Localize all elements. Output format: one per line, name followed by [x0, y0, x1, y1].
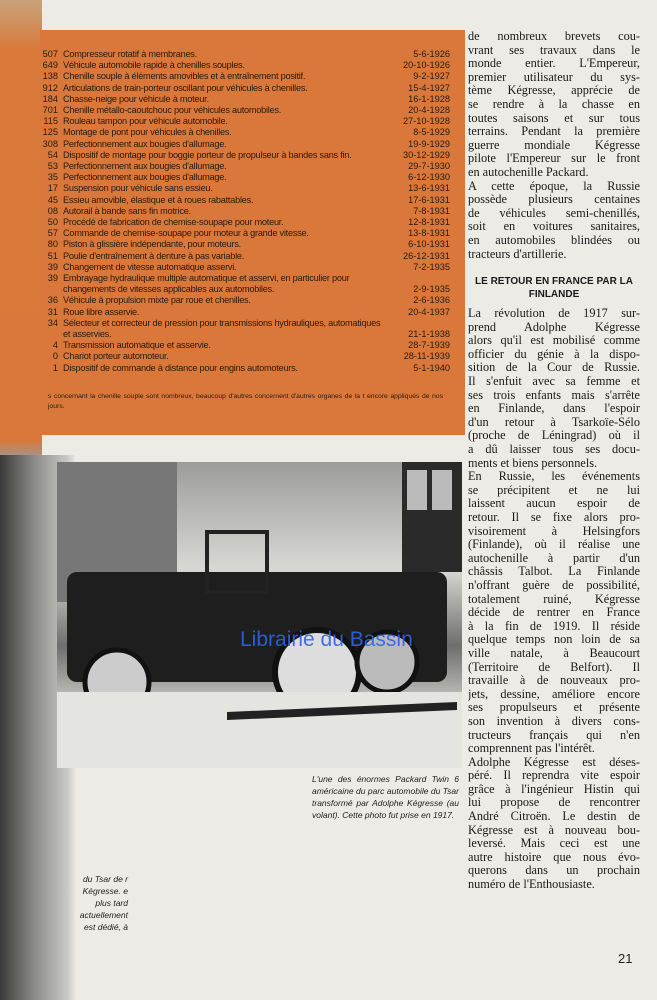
patent-number: 53 [47, 161, 58, 171]
patent-description: Commande de chemise-soupape pour moteur à grande vitesse. [63, 228, 309, 239]
patent-row [40, 127, 450, 138]
patent-description: Perfectionnement aux bougies d'allumage. [63, 172, 227, 183]
patent-date: 30-12-1929 [403, 149, 450, 160]
text-line: soit en voitures sanitaires, [468, 220, 640, 234]
text-line: Il s'enfuit avec sa femme et [468, 375, 640, 389]
patent-date: 16-1-1928 [408, 93, 450, 104]
patent-number: 39 [47, 261, 58, 272]
patent-row [40, 363, 450, 374]
patent-description: Chenille métallo-caoutchouc pour véhicules automobiles. [63, 105, 282, 115]
patent-row [40, 60, 450, 71]
patent-row [40, 307, 450, 318]
patent-number: 51 [47, 250, 58, 261]
text-line: tracteurs d'artillerie. [468, 247, 567, 261]
text-line: premier utilisateur du sys- [468, 70, 640, 84]
patent-number: 31 [47, 306, 58, 317]
patent-description: Autorail à bande sans fin motrice. [63, 205, 191, 216]
patent-date: 6-10-1931 [408, 239, 450, 250]
patent-row [40, 172, 450, 183]
patent-date: 21-1-1938 [408, 328, 450, 339]
patent-number: 35 [47, 172, 58, 183]
patent-number: 649 [42, 60, 58, 71]
patent-date: 29-7-1930 [408, 161, 450, 171]
patent-note: s concernant la chenille souple sont nombreux, beaucoup d'autres concernent d'autres organes de la t encore appliqués de nos jours. [48, 393, 443, 410]
text-line: a dû laisser tous ses docu- [468, 443, 640, 457]
section-heading: LE RETOUR EN FRANCE PAR LA FINLANDE [475, 276, 633, 301]
text-line: d'un retour à Tsarkoïe-Sélo [468, 415, 640, 429]
article-paragraph [468, 756, 640, 892]
text-line: vrant ses travaux dans le [468, 43, 640, 57]
patent-list-box [40, 30, 465, 435]
patent-date: 8-5-1929 [413, 127, 450, 138]
article-paragraph [468, 180, 640, 262]
patent-number: 36 [47, 295, 58, 306]
patent-description: Sélecteur et correcteur de pression pour transmissions hydrauliques, automatiques et asservies. [63, 317, 381, 339]
text-line: châssis Talbot. La Finlande [468, 565, 640, 579]
patent-date: 26-12-1931 [403, 250, 450, 261]
patent-description: Changement de vitesse automatique asservi. [63, 261, 237, 272]
text-line: autochenille à partir d'un [468, 551, 640, 565]
patent-description: Dispositif de montage pour boggie porteur de propulseur à bandes sans fin. [63, 149, 352, 160]
patent-description: Véhicule à propulsion mixte par roue et chenilles. [63, 295, 251, 306]
watermark: Librairie du Bassin [240, 628, 413, 651]
patent-row [40, 262, 450, 273]
patent-date: 5-1-1940 [413, 362, 450, 373]
patent-number: 45 [47, 194, 58, 205]
patent-number: 115 [43, 116, 58, 127]
patent-description: Poulie d'entraînement à denture à pas variable. [63, 250, 245, 261]
patent-description: Chenille souple à éléments amovibles et à entraînement positif. [63, 71, 306, 82]
patent-number: 39 [47, 273, 58, 283]
patent-row [40, 83, 450, 94]
patent-row [40, 217, 450, 228]
patent-number: 4 [52, 340, 58, 351]
text-line: ville natale, à Beaucourt [468, 646, 640, 660]
patent-row [40, 340, 450, 351]
text-line: Kégresse est à nouveau bou- [468, 823, 640, 837]
text-line: sition de la Cour de Russie. [468, 361, 640, 375]
patent-number: 701 [42, 105, 58, 115]
patent-date: 20-4-1937 [408, 306, 450, 317]
text-line: A cette époque, la Russie [468, 179, 640, 193]
text-line: alors qu'il est mobilisé comme [468, 334, 640, 348]
text-line: péré. Il reprendra vite espoir [468, 769, 640, 783]
patent-date: 7-8-1931 [413, 205, 450, 216]
patent-description: Chariot porteur automoteur. [63, 351, 169, 362]
text-line: monde entier. L'Empereur, [468, 57, 640, 71]
patent-row [40, 351, 450, 362]
patent-date: 9-2-1927 [413, 71, 450, 82]
text-line: totalement ruiné, Kégresse [468, 592, 640, 606]
text-line: pilote l'Empereur sur le front [468, 152, 640, 166]
text-line: officier du génie à la dispo- [468, 347, 640, 361]
text-line: de nombreux brevets cou- [468, 30, 640, 43]
text-line: lui propose de rencontrer [468, 796, 640, 810]
patent-number: 1 [52, 362, 58, 373]
text-line: en automobiles blindées ou [468, 233, 640, 247]
historic-photo-packard [57, 462, 462, 768]
text-line: La révolution de 1917 sur- [468, 307, 640, 321]
text-line: comprennent pas l'intérêt. [468, 742, 595, 756]
patent-row [40, 206, 450, 217]
patent-date: 17-6-1931 [408, 194, 450, 205]
page-number: 21 [618, 951, 633, 966]
patent-row [40, 251, 450, 262]
text-line: laissent aucun espoir de [468, 497, 640, 511]
photo-caption: L'une des énormes Packard Twin 6 américaine du parc automobile du Tsar transformé par Adolphe Kégresse (au volant). Cette photo fut prise en 1917. [312, 774, 459, 820]
text-line: tructeurs français qui n'en [468, 728, 640, 742]
patent-date: 28-7-1939 [408, 340, 450, 351]
patent-description: Articulations de train-porteur oscillant pour véhicules à chenilles. [63, 82, 308, 93]
text-line: (proche de Léningrad) où il [468, 429, 640, 443]
text-line: André Citroën. Le destin de [468, 810, 640, 824]
patent-row [40, 94, 450, 105]
text-line: (Finlande), où il réalise une [468, 538, 640, 552]
patent-description: Perfectionnement aux bougies d'allumage. [63, 138, 227, 149]
patent-description: Piston à glissière indépendante, pour moteurs. [63, 239, 241, 250]
patent-description: Perfectionnement aux bougies d'allumage. [63, 161, 227, 171]
patent-row [40, 228, 450, 239]
patent-row [40, 105, 450, 116]
patent-row [40, 239, 450, 250]
patent-date: 27-10-1928 [403, 116, 450, 127]
text-line: prend Adolphe Kégresse [468, 320, 640, 334]
patent-number: 125 [42, 127, 58, 138]
patent-row [40, 195, 450, 206]
patent-date: 19-9-1929 [408, 138, 450, 149]
text-line: querons dans un prochain [468, 864, 640, 878]
patent-number: 50 [47, 217, 58, 227]
photo-illustration [57, 462, 462, 768]
patent-row [40, 273, 450, 295]
text-line: son invention à divers cons- [468, 714, 640, 728]
text-line: quelque temps non loin de sa [468, 633, 640, 647]
article-column [468, 30, 640, 892]
text-line: travaille à de nouveaux pro- [468, 674, 640, 688]
patent-row [40, 150, 450, 161]
patent-description: Suspension pour véhicule sans essieu. [63, 183, 213, 194]
patent-number: 17 [47, 183, 58, 194]
patent-date: 2-9-1935 [413, 284, 450, 294]
text-line: en autochenille Packard. [468, 165, 589, 179]
patent-number: 80 [47, 239, 58, 250]
patent-description: Dispositif de commande à distance pour engins automoteurs. [63, 362, 298, 373]
text-line: guerre mondiale Kégresse [468, 138, 640, 152]
patent-date: 12-8-1931 [408, 217, 450, 227]
patent-date: 15-4-1927 [408, 82, 450, 93]
patent-row [40, 318, 450, 340]
patent-description: Essieu amovible, élastique et à roues rabattables. [63, 194, 254, 205]
patent-description: Chasse-neige pour véhicule à moteur. [63, 93, 209, 104]
patent-number: 0 [52, 351, 58, 362]
patent-number: 08 [47, 205, 58, 216]
text-line: numéro de l'Enthousiaste. [468, 878, 595, 892]
patent-row [40, 49, 450, 60]
text-line: toutes saisons et sur tous [468, 111, 640, 125]
patent-date: 13-6-1931 [408, 183, 450, 194]
text-line: de véhicules semi-chenillés, [468, 206, 640, 220]
text-line: autre histoire que nous évo- [468, 850, 640, 864]
patent-description: Embrayage hydraulique multiple automatique et asservi, en particulier pour changements de vitesses applicables aux automobiles. [63, 273, 350, 294]
text-line: (Territoire de Belfort). Il [468, 660, 640, 674]
text-line: se rendre à la chasse en [468, 97, 640, 111]
patent-date: 2-6-1936 [413, 295, 450, 306]
patent-number: 507 [42, 49, 58, 59]
patent-date: 5-6-1926 [413, 49, 450, 59]
patent-description: Véhicule automobile rapide à chenilles souples. [63, 60, 245, 71]
patent-row [40, 183, 450, 194]
patent-row [40, 161, 450, 172]
patent-description: Montage de pont pour véhicules à chenilles. [63, 127, 232, 138]
text-line: à la fin de 1919. Il réside [468, 619, 640, 633]
text-line: ses propulseurs et présente [468, 701, 640, 715]
previous-page-caption: du Tsar de r Kégresse. e plus tard actuellement est dédié, à [79, 874, 128, 932]
article-paragraph [468, 30, 640, 180]
text-line: ses trois enfants mais s'arrête [468, 388, 640, 402]
patent-number: 34 [47, 317, 58, 328]
patent-date: 28-11-1939 [403, 351, 450, 362]
patent-number: 57 [47, 228, 58, 239]
patent-description: Transmission automatique et asservie. [63, 340, 211, 351]
patent-description: Roue libre asservie. [63, 306, 140, 317]
article-paragraph [468, 307, 640, 470]
text-line: en Finlande, dans l'espoir [468, 402, 640, 416]
patent-description: Rouleau tampon pour véhicule automobile. [63, 116, 228, 127]
patent-date: 13-8-1931 [408, 228, 450, 239]
text-line: Adolphe Kégresse est déses- [468, 755, 640, 769]
patent-row [40, 295, 450, 306]
article-paragraph [468, 470, 640, 755]
patent-description: Procédé de fabrication de chemise-soupape pour moteur. [63, 217, 284, 227]
text-line: jets, dessine, améliore encore [468, 687, 640, 701]
patent-number: 184 [42, 93, 58, 104]
text-line: visoirement à Helsingfors [468, 524, 640, 538]
patent-date: 20-10-1926 [403, 60, 450, 71]
text-line: n'offrant guère de possibilité, [468, 578, 640, 592]
patent-date: 6-12-1930 [408, 172, 450, 183]
patent-row [40, 116, 450, 127]
patent-number: 912 [42, 82, 58, 93]
text-line: tème Kégresse, apprécie de [468, 84, 640, 98]
text-line: terrains. Pendant la première [468, 125, 640, 139]
patent-row [40, 139, 450, 150]
patent-number: 308 [42, 138, 58, 149]
patent-description: Compresseur rotatif à membranes. [63, 49, 197, 59]
text-line: possède plusieurs centaines [468, 193, 640, 207]
patent-row [40, 71, 450, 82]
text-line: décide de rentrer en France [468, 606, 640, 620]
text-line: retour. Il se fixe alors pro- [468, 511, 640, 524]
patent-date: 7-2-1935 [413, 261, 450, 272]
text-line: se précipitent et ne lui [468, 483, 640, 497]
text-line: leversé. Mais ceci est une [468, 837, 640, 851]
patent-number: 138 [42, 71, 58, 82]
patent-number: 54 [47, 149, 58, 160]
text-line: grâce à l'ingénieur Histin qui [468, 782, 640, 796]
text-line: ments et biens personnels. [468, 456, 598, 470]
text-line: En Russie, les événements [468, 470, 640, 484]
patent-date: 20-4-1928 [408, 105, 450, 115]
